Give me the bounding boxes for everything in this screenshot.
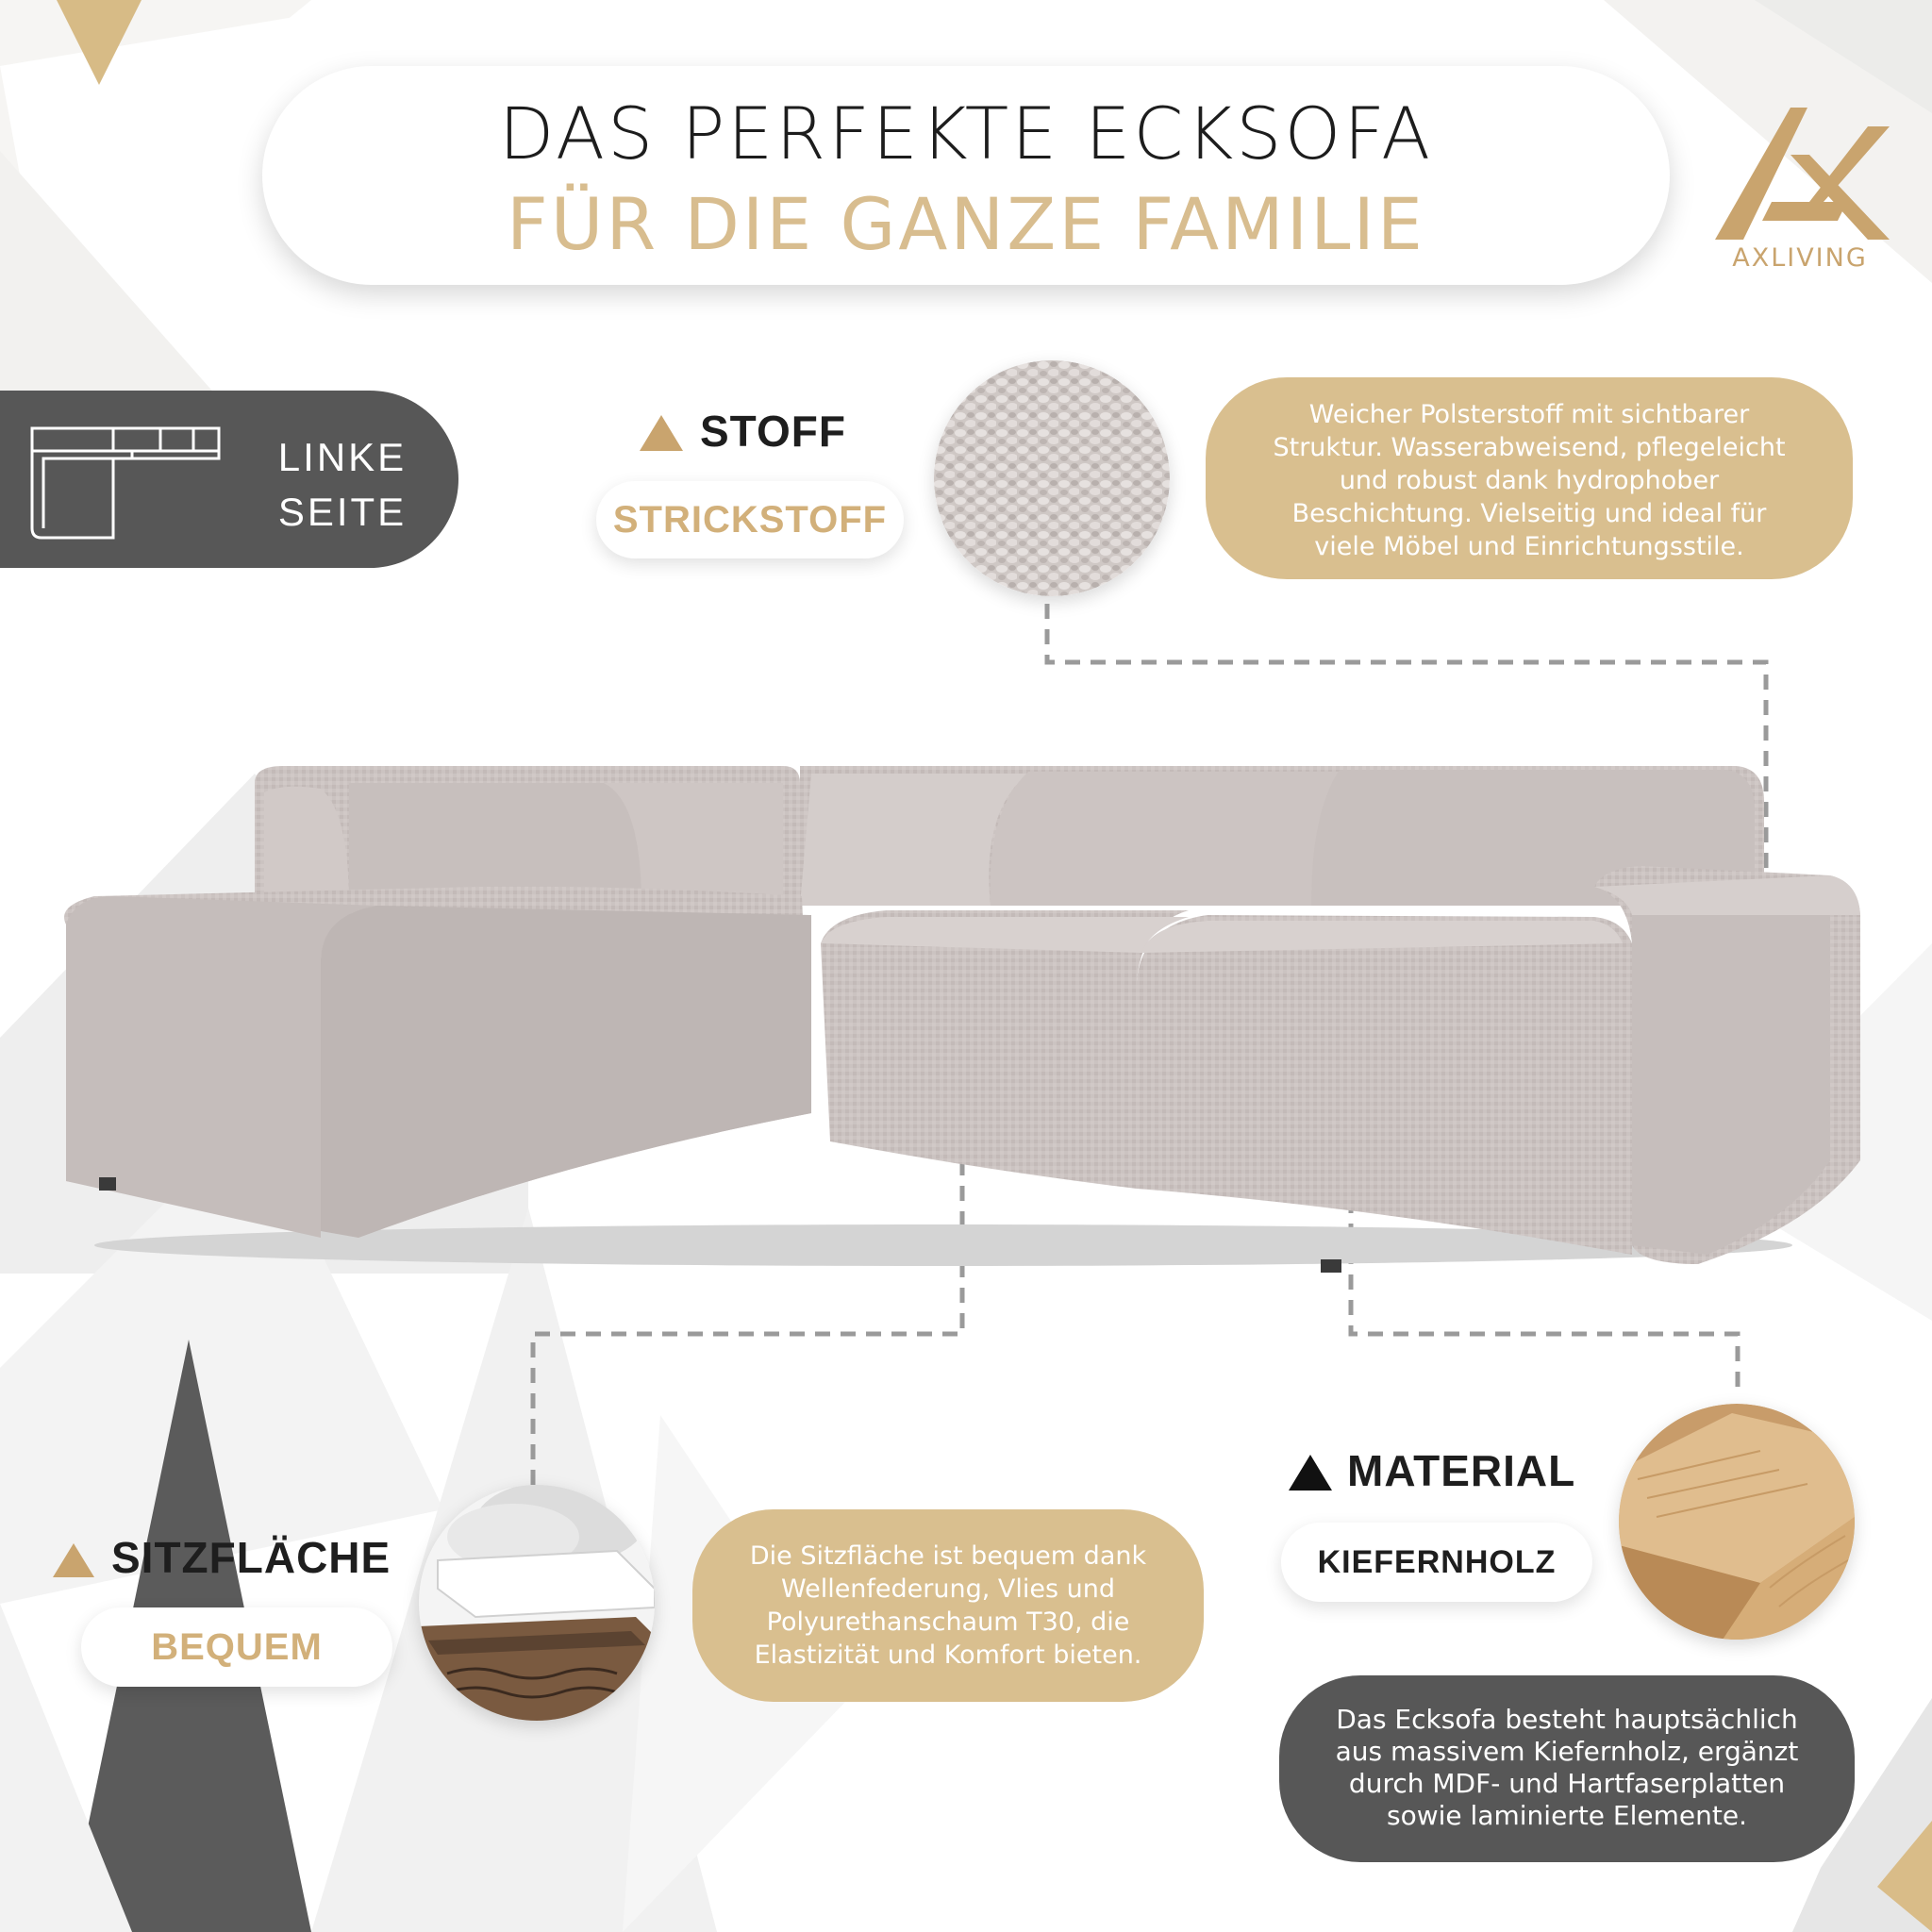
stoff-label: STOFF — [700, 407, 846, 456]
pine-wood-image — [1619, 1404, 1855, 1640]
material-desc-line-3: durch MDF- und Hartfaserplatten — [1348, 1768, 1786, 1799]
material-desc-line-2: aus massivem Kiefernholz, ergänzt — [1335, 1736, 1799, 1767]
title-line-1: DAS PERFEKTE ECKSOFA — [498, 92, 1434, 175]
brand-name: AXLIVING — [1732, 243, 1868, 273]
sitzflaeche-description-bubble — [692, 1509, 1204, 1702]
sitzflaeche-value-chip: BEQUEM — [81, 1607, 392, 1687]
sitzflaeche-desc-line-1: Die Sitzfläche ist bequem dank — [749, 1541, 1147, 1571]
material-desc-line-1: Das Ecksofa besteht hauptsächlich — [1336, 1704, 1798, 1735]
material-triangle-icon — [1289, 1455, 1332, 1491]
sitzflaeche-triangle-icon — [53, 1543, 94, 1577]
material-value-chip: KIEFERNHOLZ — [1281, 1523, 1592, 1602]
stoff-desc-line-2: Struktur. Wasserabweisend, pflegeleicht — [1273, 433, 1786, 462]
sitzflaeche-desc-line-2: Wellenfederung, Vlies und — [780, 1574, 1116, 1604]
sitzflaeche-label: SITZFLÄCHE — [111, 1533, 391, 1582]
stoff-desc-line-4: Beschichtung. Vielseitig und ideal für — [1291, 499, 1767, 528]
stoff-value-chip: STRICKSTOFF — [596, 481, 904, 558]
seat-layers-image — [419, 1485, 655, 1721]
stoff-desc-line-5: viele Möbel und Einrichtungsstile. — [1314, 532, 1744, 561]
corner-sofa-image — [38, 755, 1906, 1292]
material-label: MATERIAL — [1347, 1446, 1576, 1495]
stoff-desc-line-1: Weicher Polsterstoff mit sichtbarer — [1308, 400, 1750, 429]
orientation-line-1: LINKE — [277, 435, 408, 479]
orientation-line-2: SEITE — [277, 490, 408, 534]
sitzflaeche-desc-line-3: Polyurethanschaum T30, die — [766, 1607, 1130, 1637]
title-line-2: FÜR DIE GANZE FAMILIE — [507, 182, 1425, 266]
sitzflaeche-desc-line-4: Elastizität und Komfort bieten. — [754, 1641, 1142, 1670]
material-description-bubble — [1279, 1675, 1855, 1862]
stoff-desc-line-3: und robust dank hydrophober — [1339, 466, 1720, 495]
material-desc-line-4: sowie laminierte Elemente. — [1387, 1800, 1747, 1831]
